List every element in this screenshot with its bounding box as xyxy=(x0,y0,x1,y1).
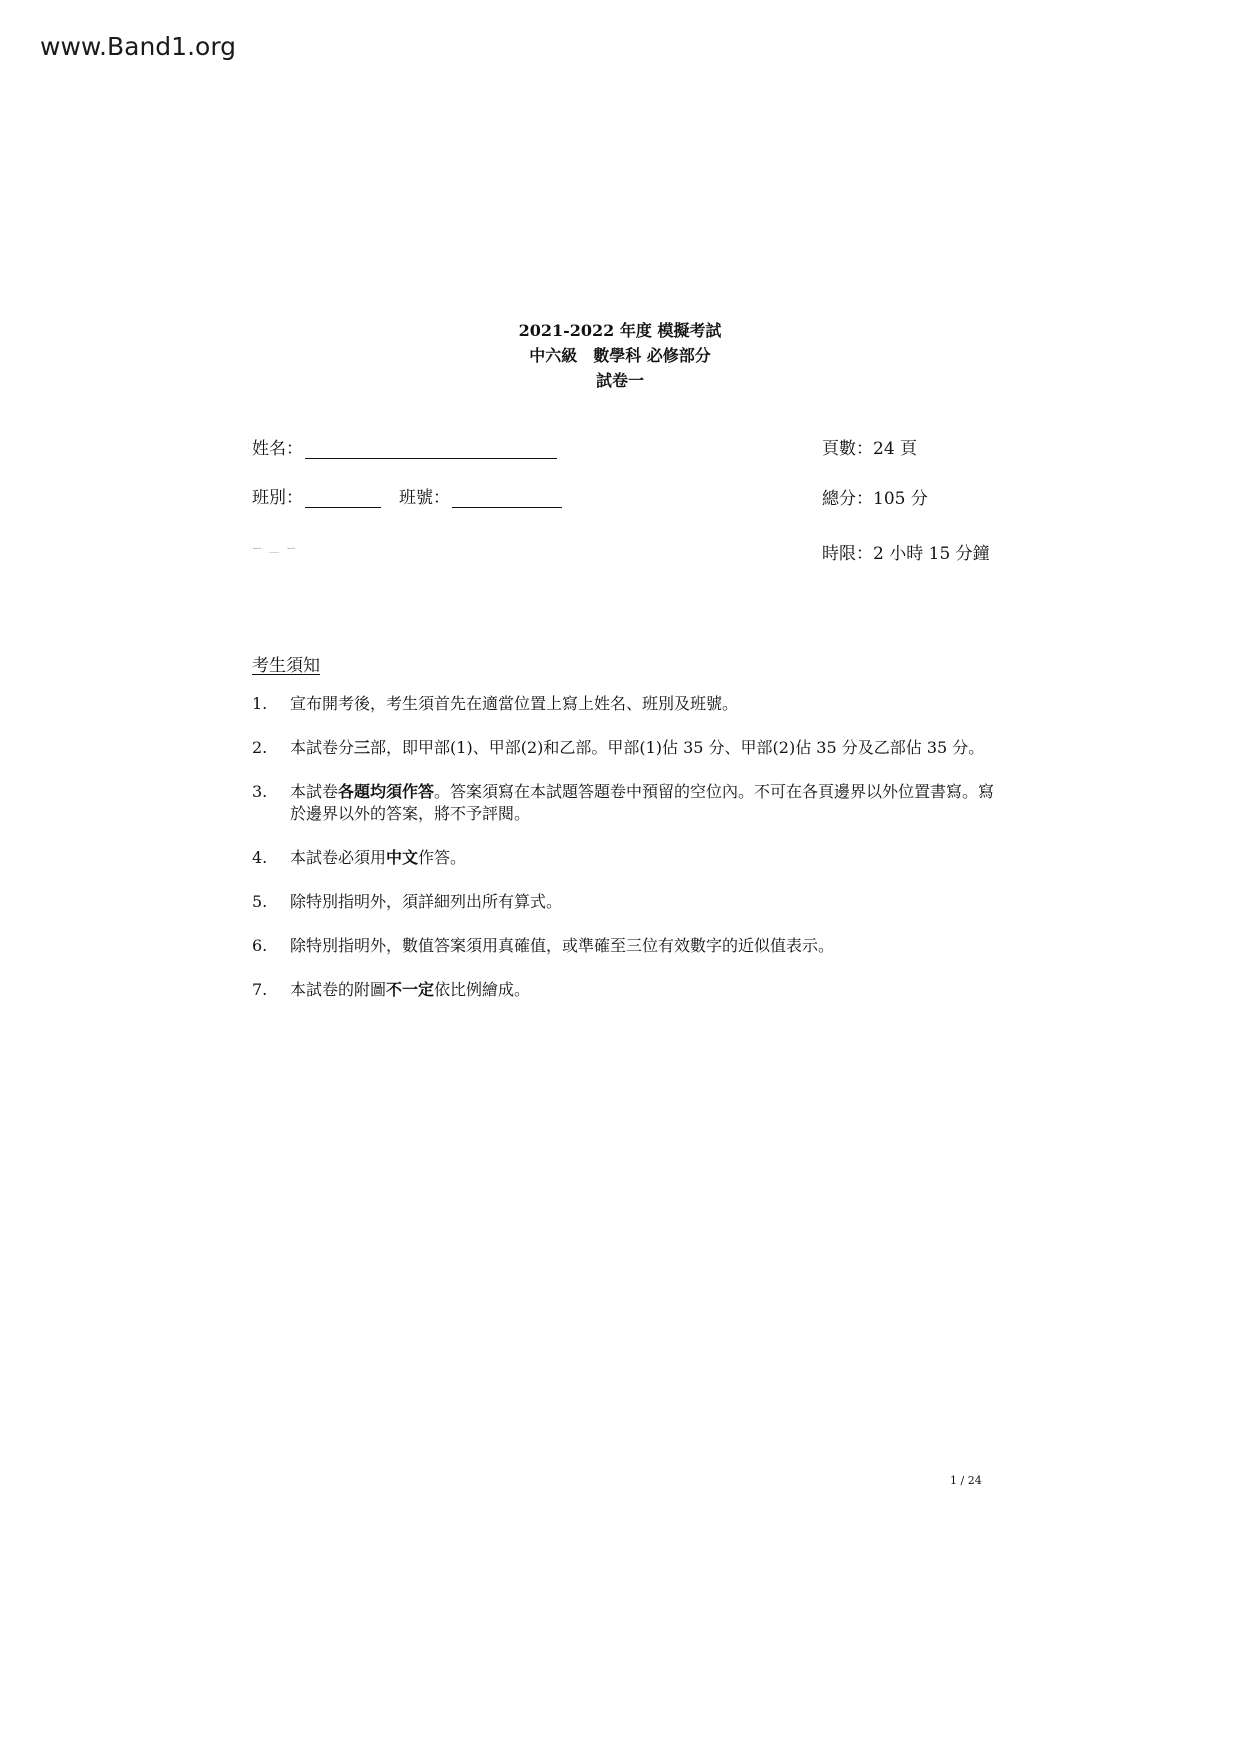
page-count: 頁數：24 頁 xyxy=(822,439,918,459)
instruction-text: 本試卷分三部，即甲部(1)、甲部(2)和乙部。甲部(1)佔 35 分、甲部(2)佔 35 分及乙部佔 35 分。 xyxy=(290,738,985,757)
name-blank[interactable] xyxy=(305,440,557,459)
class-number-label: 班號： xyxy=(399,488,450,508)
class-blank[interactable] xyxy=(305,489,381,508)
instruction-text: 本試卷的附圖不一定依比例繪成。 xyxy=(290,980,531,999)
class-label: 班別： xyxy=(252,488,303,508)
instruction-number: 4. xyxy=(252,848,268,867)
instruction-text: 宣布開考後，考生須首先在適當位置上寫上姓名、班別及班號。 xyxy=(290,694,739,713)
time-limit: 時限：2 小時 15 分鐘 xyxy=(822,544,990,564)
name-label: 姓名： xyxy=(252,439,303,459)
instruction-number: 6. xyxy=(252,936,268,955)
instruction-number: 1. xyxy=(252,694,268,713)
exam-title-line3: 試卷一 xyxy=(595,371,644,390)
instruction-number: 3. xyxy=(252,782,268,801)
exam-title xyxy=(0,318,1240,393)
instruction-number: 5. xyxy=(252,892,268,911)
exam-title-line2: 中六級 數學科 必修部分 xyxy=(529,346,711,365)
instruction-number: 7. xyxy=(252,980,268,999)
exam-title-line1: 2021-2022 年度 模擬考試 xyxy=(518,321,722,340)
instruction-text: 除特別指明外，數值答案須用真確值，或準確至三位有效數字的近似值表示。 xyxy=(290,936,835,955)
class-number-blank[interactable] xyxy=(452,489,562,508)
instruction-number: 2. xyxy=(252,738,268,757)
class-field xyxy=(252,483,562,508)
notice-heading: 考生須知 xyxy=(252,656,320,676)
instruction-text: 除特別指明外，須詳細列出所有算式。 xyxy=(290,892,563,911)
page-number: 1 / 24 xyxy=(950,1474,982,1487)
faded-text: ー ＿ ー xyxy=(252,544,299,555)
instruction-text: 本試卷各題均須作答。答案須寫在本試題答題卷中預留的空位內。不可在各頁邊界以外位置書寫。寫於邊界以外的答案，將不予評閱。 xyxy=(290,782,995,823)
instruction-text: 本試卷必須用中文作答。 xyxy=(290,848,467,867)
name-field xyxy=(252,434,557,459)
total-marks: 總分：105 分 xyxy=(822,489,928,509)
site-watermark[interactable]: www.Band1.org xyxy=(40,32,237,61)
